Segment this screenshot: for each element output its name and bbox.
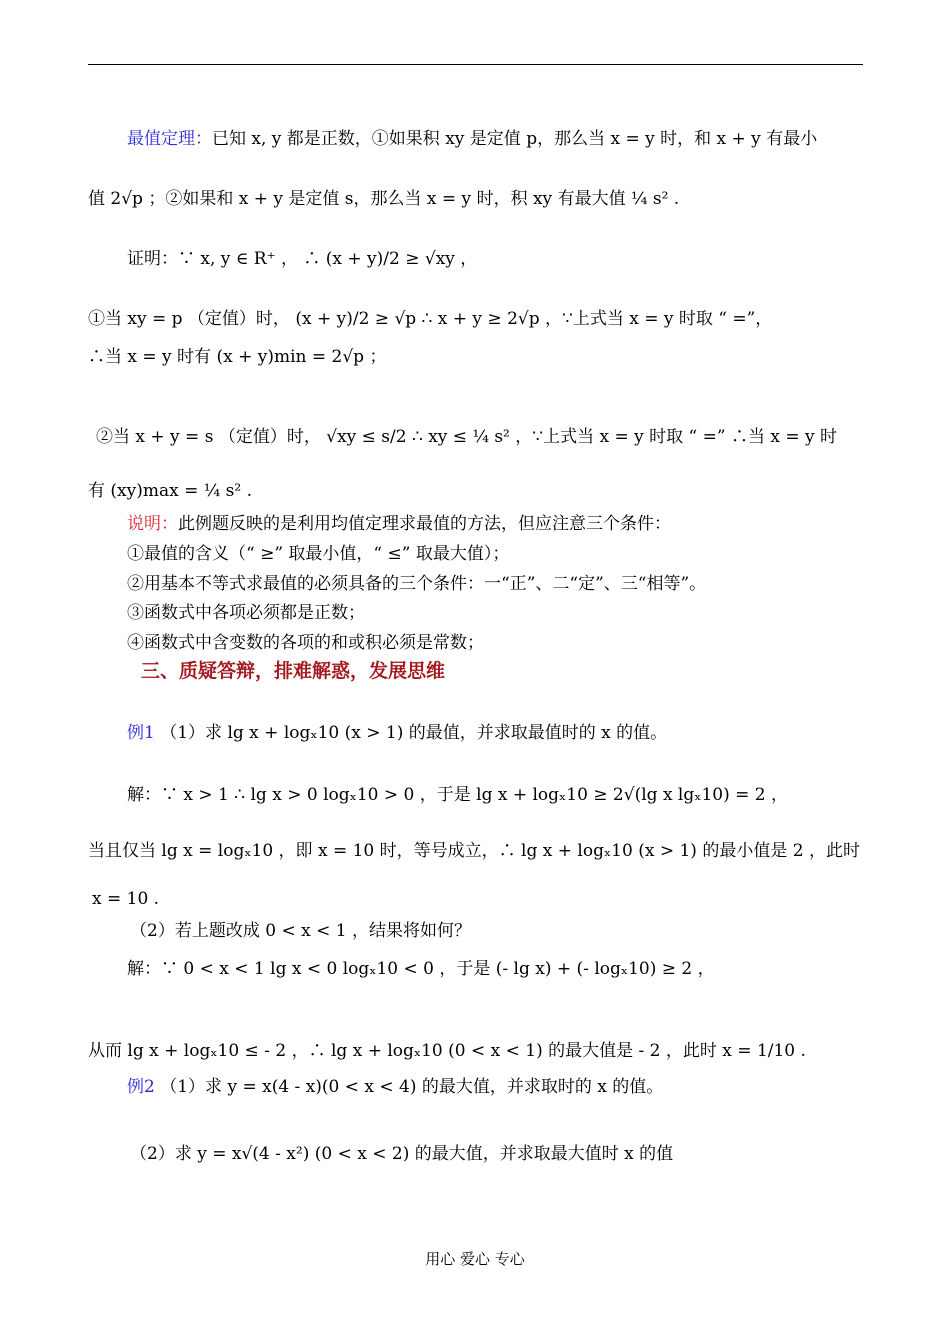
proof-case-2: ②当 x + y = s （定值）时， √xy ≤ s/2 ∴ xy ≤ ¼ s² ，∵上式当 x = y 时取 “ =” ∴当 x = y 时 <box>96 427 838 447</box>
example-2-text: （1）求 y = x(4 - x)(0 < x < 4) 的最大值，并求取时的 x 的值。 <box>160 1077 664 1097</box>
example-1-part-2: （2）若上题改成 0 < x < 1 ，结果将如何？ <box>130 921 471 941</box>
note-text: 此例题反映的是利用均值定理求最值的方法，但应注意三个条件： <box>178 514 671 534</box>
note-item-4: ④函数式中含变数的各项的和或积必须是常数； <box>127 633 484 653</box>
proof-line: 证明：∵ x, y ∈ R⁺ ， ∴ (x + y)/2 ≥ √xy ， <box>127 249 478 269</box>
note-label: 说明： <box>127 514 178 534</box>
theorem-label: 最值定理： <box>127 129 212 149</box>
example-1-label: 例1 <box>127 723 155 743</box>
solution-1-line: 解：∵ x > 1 ∴ lg x > 0 logₓ10 > 0 ，于是 lg x + logₓ10 ≥ 2√(lg x lgₓ10) = 2 ， <box>127 785 788 805</box>
example-2-label: 例2 <box>127 1077 155 1097</box>
example-1-line <box>127 722 667 744</box>
proof-case-1-result: ∴当 x = y 时有 (x + y)min = 2√p ； <box>88 347 387 367</box>
theorem-text-1: 已知 x, y 都是正数，①如果积 xy 是定值 p，那么当 x = y 时，和 x + y 有最小 <box>212 129 818 149</box>
solution-1-result: x = 10 . <box>92 889 160 909</box>
note-item-3: ③函数式中各项必须都是正数； <box>127 603 365 623</box>
page-footer: 用心 爱心 专心 <box>425 1250 525 1268</box>
solution-2-result: 从而 lg x + logₓ10 ≤ - 2 ，∴ lg x + logₓ10 (0 < x < 1) 的最大值是 - 2 ，此时 x = 1/10 . <box>88 1041 806 1061</box>
note-item-1: ①最值的含义（“ ≥” 取最小值，“ ≤” 取最大值）； <box>127 544 510 564</box>
note-line <box>127 513 671 535</box>
header-rule <box>88 64 863 65</box>
solution-1-equality: 当且仅当 lg x = logₓ10 ，即 x = 10 时，等号成立，∴ lg x + logₓ10 (x > 1) 的最小值是 2 ，此时 <box>88 841 860 861</box>
theorem-line-2: 值 2√p ；②如果和 x + y 是定值 s，那么当 x = y 时，积 xy 有最大值 ¼ s² . <box>88 189 680 209</box>
solution-2-line: 解：∵ 0 < x < 1 lg x < 0 logₓ10 < 0 ，于是 (- lg x) + (- logₓ10) ≥ 2 ， <box>127 959 715 979</box>
proof-case-2-result: 有 (xy)max = ¼ s² . <box>88 481 252 501</box>
example-2-part-2: （2）求 y = x√(4 - x²) (0 < x < 2) 的最大值，并求取最大值时 x 的值 <box>130 1144 674 1164</box>
theorem-line-1 <box>127 128 817 150</box>
proof-case-1: ①当 xy = p （定值）时， (x + y)/2 ≥ √p ∴ x + y ≥ 2√p ，∵上式当 x = y 时取 “ =”， <box>88 309 773 329</box>
section-heading: 三、质疑答辩，排难解惑，发展思维 <box>141 660 446 682</box>
example-1-text: （1）求 lg x + logₓ10 (x > 1) 的最值，并求取最值时的 x 的值。 <box>160 723 668 743</box>
example-2-line <box>127 1076 663 1098</box>
note-item-2: ②用基本不等式求最值的必须具备的三个条件：一“正”、二“定”、三“相等”。 <box>127 574 707 594</box>
